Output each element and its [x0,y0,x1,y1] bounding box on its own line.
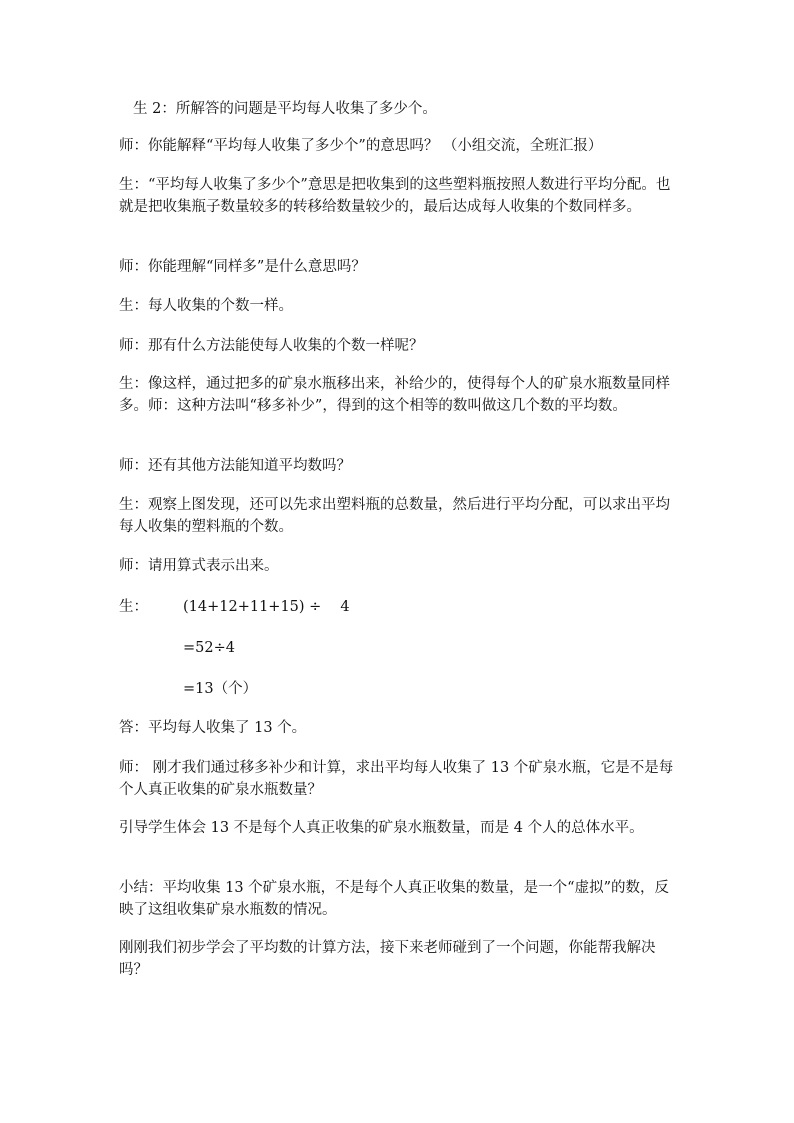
paragraph-summary: 小结：平均收集 13 个矿泉水瓶，不是每个人真正收集的数量，是一个“虚拟”的数，反映了这组收集矿泉水瓶数的情况。 [119,880,669,918]
paragraph-teacher-method: 师：那有什么方法能使每人收集的个数一样呢？ [119,338,424,354]
paragraph-answer: 答：平均每人收集了 13 个。 [119,720,307,736]
paragraph-student-explanation: 生：“平均每人收集了多少个”意思是把收集到的这些塑料瓶按照人数进行平均分配。也就是把收集瓶子数量较多的转移给数量较少的，最后达成每人收集的个数同样多。 [119,177,671,215]
paragraph-teacher-other-method: 师：还有其他方法能知道平均数吗？ [119,458,351,474]
calc-label: 生： [119,599,148,615]
paragraph-guidance: 引导学生体会 13 不是每个人真正收集的矿泉水瓶数量，而是 4 个人的总体水平。 [119,820,644,836]
paragraph-student2-answer: 生 2：所解答的问题是平均每人收集了多少个。 [133,101,437,117]
calc-line-2: =52÷4 [183,640,235,656]
calc-line-1: (14+12+11+15) ÷ 4 [183,599,350,615]
paragraph-teacher-same-amount: 师：你能理解“同样多”是什么意思吗？ [119,259,366,275]
paragraph-teacher-formula: 师：请用算式表示出来。 [119,558,279,574]
paragraph-student-total-method: 生：观察上图发现，还可以先求出塑料瓶的总数量，然后进行平均分配，可以求出平均每人收集的塑料瓶的个数。 [119,497,670,535]
paragraph-student-move-more-fill-less: 生：像这样，通过把多的矿泉水瓶移出来，补给少的，使得每个人的矿泉水瓶数量同样多。师：这种方法叫“移多补少”，得到的这个相等的数叫做这几个数的平均数。 [119,376,670,414]
calc-line-3: =13（个） [183,681,258,697]
paragraph-teacher-question-meaning: 师：你能解释“平均每人收集了多少个”的意思吗？ （小组交流，全班汇报） [119,138,603,154]
paragraph-teacher-reflection: 师： 刚才我们通过移多补少和计算，求出平均每人收集了 13 个矿泉水瓶，它是不是每个人真正收集的矿泉水瓶数量？ [119,760,674,798]
paragraph-student-same-count: 生：每人收集的个数一样。 [119,298,293,314]
paragraph-transition: 刚刚我们初步学会了平均数的计算方法，接下来老师碰到了一个问题，你能帮我解决吗？ [119,940,656,978]
